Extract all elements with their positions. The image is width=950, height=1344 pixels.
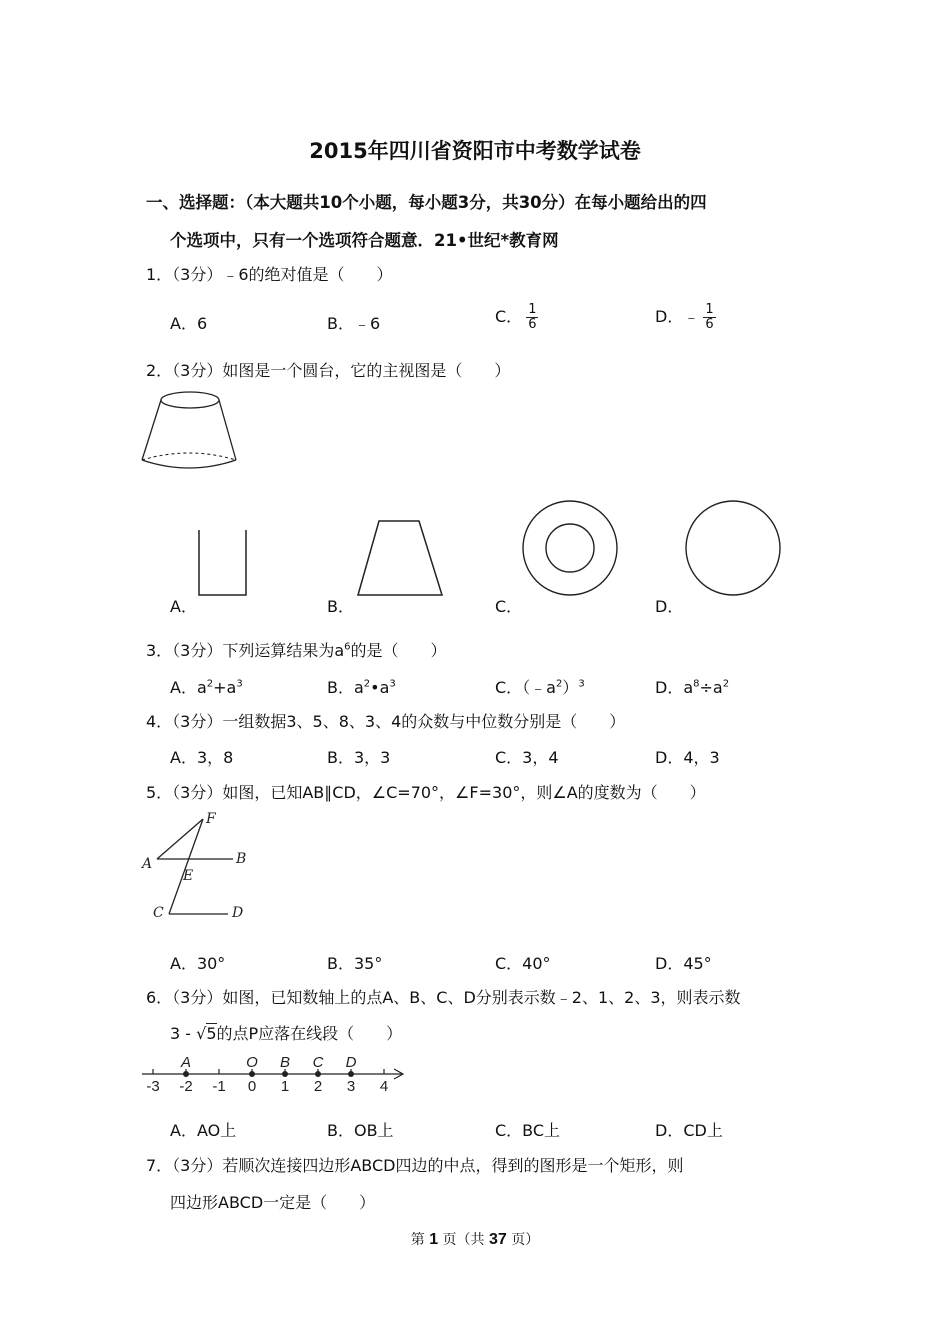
exponent: 8: [693, 678, 700, 690]
number-line-tick-label: 1: [280, 1078, 290, 1095]
label-c: C: [153, 905, 164, 921]
q6-option-b: B．OB上: [327, 1121, 394, 1140]
q2-option-d: D．: [655, 597, 684, 616]
q1-option-a: A．6: [170, 314, 208, 333]
number-line-point-label: O: [246, 1054, 258, 1071]
label-b: B: [236, 851, 247, 867]
question-6-stem: 6．（3分）如图，已知数轴上的点A、B、C、D分别表示数﹣2、1、2、3，则表示数: [146, 988, 741, 1007]
question-5-stem: 5．（3分）如图，已知AB∥CD，∠C=70°，∠F=30°，则∠A的度数为（ ）: [146, 783, 706, 802]
number-line-point: [348, 1071, 354, 1077]
q1-option-c-label: C．: [495, 307, 523, 326]
q2-option-c-figure: [520, 499, 620, 599]
label-d: D: [232, 905, 244, 921]
q4-option-a: A．3，8: [170, 748, 234, 767]
label-a: A: [142, 856, 153, 872]
question-1-stem: 1．（3分）﹣6的绝对值是（ ）: [146, 265, 393, 284]
question-4-stem: 4．（3分）一组数据3、5、8、3、4的众数与中位数分别是（ ）: [146, 712, 626, 731]
q2-option-a-figure: [196, 528, 250, 598]
exponent: 3: [236, 678, 243, 690]
q5-option-c: C．40°: [495, 954, 551, 973]
q4-option-d: D．4，3: [655, 748, 720, 767]
q1-option-d-label: D．﹣: [655, 307, 700, 326]
sqrt-symbol: √: [196, 1024, 207, 1043]
term: D．a: [655, 678, 694, 697]
question-7-stem-cont: 四边形ABCD一定是（ ）: [170, 1193, 376, 1212]
stem-text: 的点P应落在线段（ ）: [216, 1024, 403, 1043]
number-line-tick-label: 0: [247, 1078, 257, 1095]
q2-option-c: C．: [495, 597, 523, 616]
footer-text: 第: [410, 1232, 430, 1248]
number-line-tick-label: 3: [346, 1078, 356, 1095]
number-line-tick-label: -3: [146, 1078, 160, 1095]
section-heading: 一、选择题：（本大题共10个小题，每小题3分，共30分）在每小题给出的四: [146, 193, 707, 212]
stem-text: 3．（3分）下列运算结果为a: [146, 641, 345, 660]
question-3-stem: [146, 638, 447, 661]
q5-option-d: D．45°: [655, 954, 712, 973]
exponent: 2: [206, 678, 214, 690]
stem-text: 的是（ ）: [350, 641, 447, 660]
q1-option-b: B．﹣6: [327, 314, 381, 333]
page-footer: [0, 1229, 950, 1249]
q5-option-b: B．35°: [327, 954, 383, 973]
exponent: 2: [722, 678, 730, 690]
exponent: 3: [578, 678, 585, 690]
page-title: 2015年四川省资阳市中考数学试卷: [309, 139, 641, 163]
fraction-denominator: 6: [528, 317, 537, 332]
fraction: [526, 303, 538, 332]
label-e: E: [183, 868, 194, 884]
term: ）: [562, 678, 579, 697]
term: ÷a: [699, 678, 723, 697]
q1-option-d: [655, 303, 716, 332]
page-number: 1: [429, 1231, 439, 1248]
number-line-point-label: D: [345, 1054, 357, 1071]
q2-option-d-figure: [683, 499, 783, 599]
number-line: [140, 1052, 410, 1097]
q3-option-a: [170, 675, 243, 698]
number-line-point-label: C: [312, 1054, 324, 1071]
total-pages: 37: [489, 1231, 507, 1248]
stem-text: 3 -: [170, 1024, 197, 1043]
q2-option-a: A．: [170, 597, 197, 616]
q3-option-b: [327, 675, 396, 698]
footer-text: 页（共: [438, 1232, 489, 1248]
exponent: 3: [389, 678, 396, 690]
exponent: 2: [555, 678, 563, 690]
fraction-denominator: 6: [705, 317, 714, 332]
fraction-numerator: 1: [528, 302, 537, 317]
exponent: 2: [363, 678, 371, 690]
number-line-point-label: A: [180, 1054, 192, 1071]
term: A．a: [170, 678, 207, 697]
number-line-point: [183, 1071, 189, 1077]
number-line-tick-label: -1: [212, 1078, 226, 1095]
q5-option-a: A．30°: [170, 954, 226, 973]
q6-option-c: C．BC上: [495, 1121, 561, 1140]
number-line-tick-label: -2: [179, 1078, 193, 1095]
term: +a: [213, 678, 237, 697]
q2-option-b-figure: [355, 518, 447, 598]
number-line-tick-label: 2: [313, 1078, 323, 1095]
question-2-stem: 2．（3分）如图是一个圆台，它的主视图是（ ）: [146, 361, 511, 380]
section-heading-cont: 个选项中，只有一个选项符合题意．21•世纪*教育网: [170, 231, 559, 250]
number-line-point: [282, 1071, 288, 1077]
parallel-lines-figure: [140, 810, 260, 925]
term: B．a: [327, 678, 364, 697]
q6-option-d: D．CD上: [655, 1121, 723, 1140]
number-line-tick-label: 4: [379, 1078, 389, 1095]
q3-option-c: [495, 675, 585, 698]
radicand: 5: [206, 1024, 217, 1043]
footer-text: 页）: [506, 1232, 540, 1248]
q3-option-d: [655, 675, 729, 698]
number-line-point: [315, 1071, 321, 1077]
question-6-stem-cont: [170, 1021, 402, 1044]
number-line-point: [249, 1071, 255, 1077]
q1-option-c: [495, 303, 538, 332]
label-f: F: [206, 811, 216, 827]
q6-option-a: A．AO上: [170, 1121, 237, 1140]
q2-option-b: B．: [327, 597, 354, 616]
q4-option-c: C．3，4: [495, 748, 559, 767]
term: •a: [370, 678, 390, 697]
exponent: 6: [344, 641, 351, 653]
question-7-stem: 7．（3分）若顺次连接四边形ABCD四边的中点，得到的图形是一个矩形，则: [146, 1156, 684, 1175]
frustum-figure: [140, 388, 240, 478]
number-line-point-label: B: [279, 1054, 291, 1071]
q4-option-b: B．3，3: [327, 748, 391, 767]
fraction: [703, 303, 715, 332]
fraction-numerator: 1: [705, 302, 714, 317]
term: C．（﹣a: [495, 678, 556, 697]
